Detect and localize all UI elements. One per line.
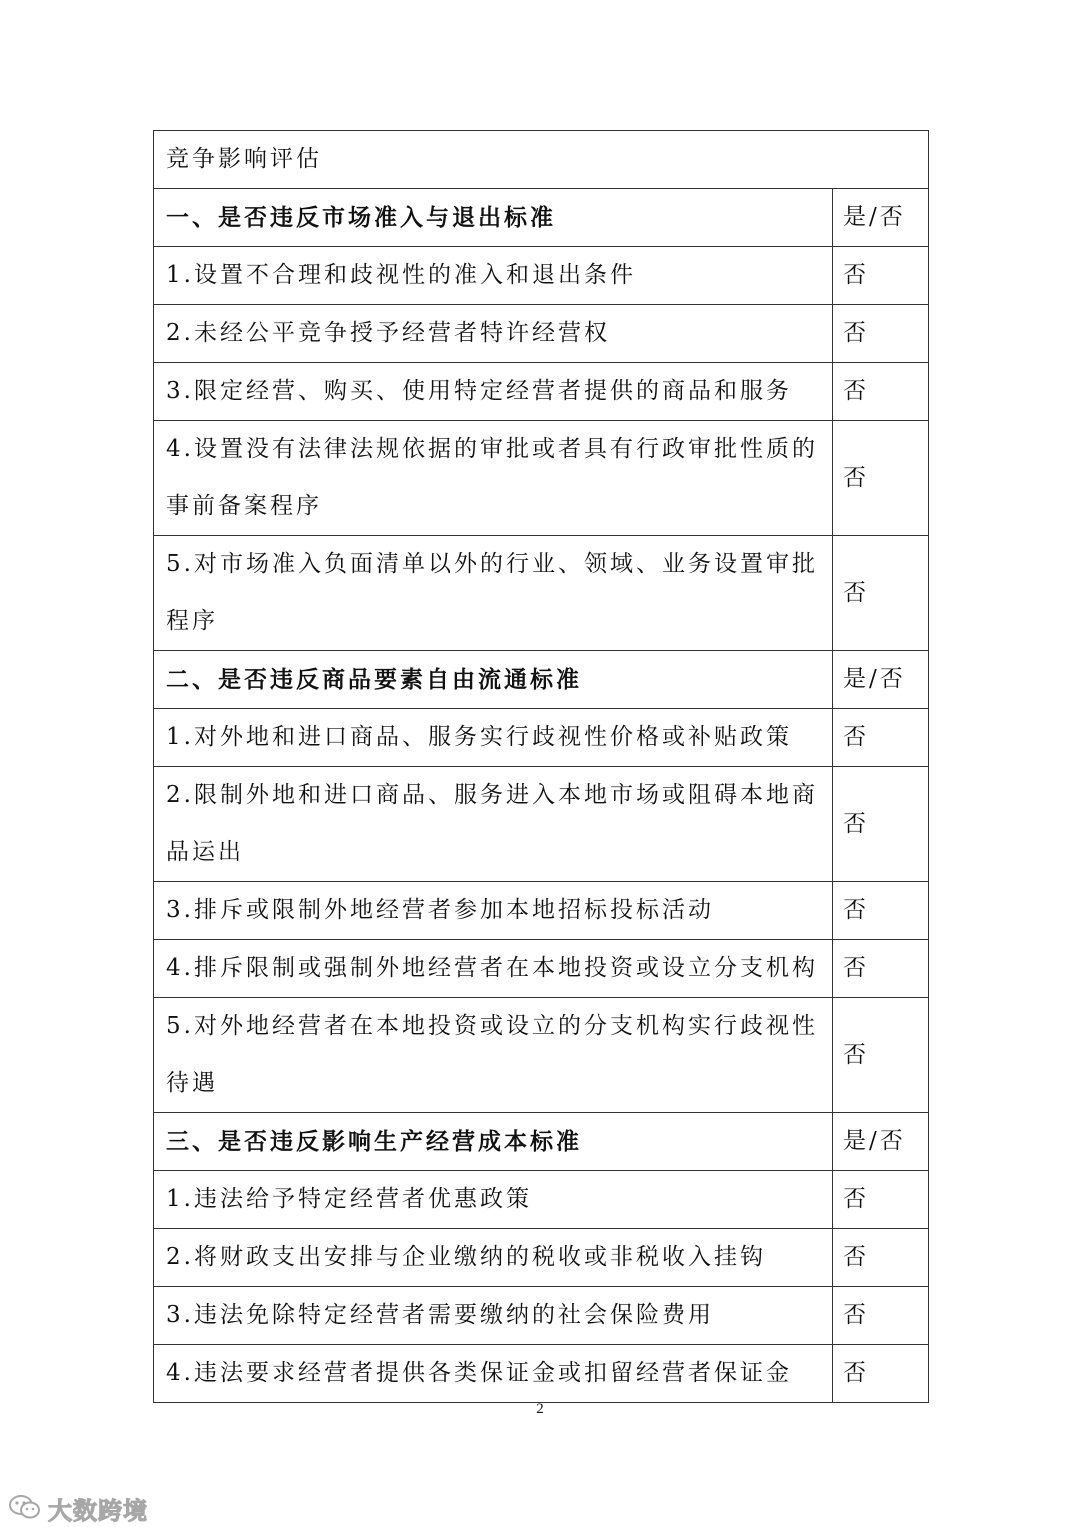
table-row: [154, 1171, 929, 1229]
criterion-text: 4.违法要求经营者提供各类保证金或扣留经营者保证金: [154, 1345, 833, 1403]
section-heading: 三、是否违反影响生产经营成本标准: [154, 1113, 833, 1171]
criterion-answer: 否: [833, 882, 929, 940]
criterion-text: 4.设置没有法律法规依据的审批或者具有行政审批性质的事前备案程序: [154, 421, 833, 536]
criterion-answer: 否: [833, 1229, 929, 1287]
weixin-logo-icon: [8, 1493, 42, 1525]
section-heading: 一、是否违反市场准入与退出标准: [154, 189, 833, 247]
criterion-answer: 否: [833, 536, 929, 651]
watermark: [8, 1491, 148, 1526]
criterion-answer: 否: [833, 247, 929, 305]
answer-header: 是/否: [833, 1113, 929, 1171]
criterion-answer: 否: [833, 1287, 929, 1345]
criterion-text: 5.对外地经营者在本地投资或设立的分支机构实行歧视性待遇: [154, 998, 833, 1113]
table-row: [154, 1345, 929, 1403]
table-row: [154, 882, 929, 940]
criterion-answer: 否: [833, 363, 929, 421]
criterion-text: 1.违法给予特定经营者优惠政策: [154, 1171, 833, 1229]
table-row: [154, 709, 929, 767]
answer-header: 是/否: [833, 189, 929, 247]
criterion-text: 3.限定经营、购买、使用特定经营者提供的商品和服务: [154, 363, 833, 421]
criterion-answer: 否: [833, 767, 929, 882]
criterion-answer: 否: [833, 709, 929, 767]
criterion-text: 4.排斥限制或强制外地经营者在本地投资或设立分支机构: [154, 940, 833, 998]
criterion-text: 5.对市场准入负面清单以外的行业、领域、业务设置审批程序: [154, 536, 833, 651]
table-row: [154, 363, 929, 421]
answer-header: 是/否: [833, 651, 929, 709]
criterion-text: 2.将财政支出安排与企业缴纳的税收或非税收入挂钩: [154, 1229, 833, 1287]
criterion-text: 1.设置不合理和歧视性的准入和退出条件: [154, 247, 833, 305]
criterion-text: 1.对外地和进口商品、服务实行歧视性价格或补贴政策: [154, 709, 833, 767]
table-row: [154, 998, 929, 1113]
assessment-table: [153, 130, 929, 1403]
watermark-text: 大数跨境: [48, 1497, 148, 1525]
criterion-answer: 否: [833, 1171, 929, 1229]
criterion-answer: 否: [833, 305, 929, 363]
table-row: [154, 247, 929, 305]
criterion-answer: 否: [833, 940, 929, 998]
table-row: [154, 767, 929, 882]
criterion-text: 2.未经公平竞争授予经营者特许经营权: [154, 305, 833, 363]
criterion-text: 3.排斥或限制外地经营者参加本地招标投标活动: [154, 882, 833, 940]
criterion-answer: 否: [833, 998, 929, 1113]
table-row: [154, 305, 929, 363]
criterion-text: 3.违法免除特定经营者需要缴纳的社会保险费用: [154, 1287, 833, 1345]
table-row: [154, 1229, 929, 1287]
page-number: 2: [536, 1401, 544, 1417]
table-row: [154, 940, 929, 998]
section-header-row: [154, 651, 929, 709]
table-row: [154, 536, 929, 651]
table-row: [154, 1287, 929, 1345]
section-heading: 二、是否违反商品要素自由流通标准: [154, 651, 833, 709]
table-title: 竞争影响评估: [154, 131, 929, 189]
section-header-row: [154, 1113, 929, 1171]
section-header-row: [154, 189, 929, 247]
criterion-answer: 否: [833, 421, 929, 536]
table-row: [154, 421, 929, 536]
criterion-answer: 否: [833, 1345, 929, 1403]
criterion-text: 2.限制外地和进口商品、服务进入本地市场或阻碍本地商品运出: [154, 767, 833, 882]
